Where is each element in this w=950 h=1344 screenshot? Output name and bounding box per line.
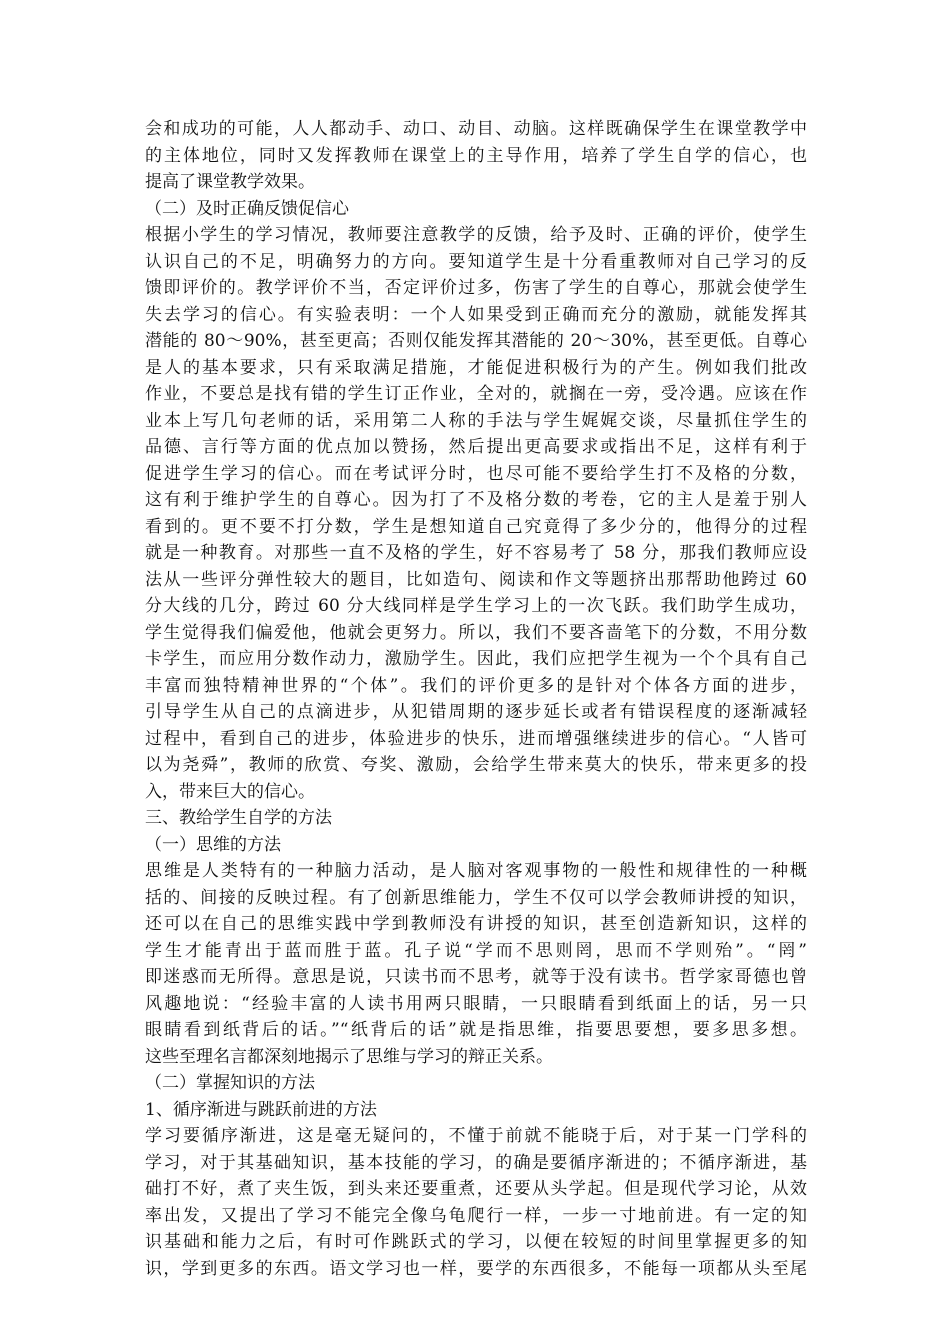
text-line: 风趣地说：“经验丰富的人读书用两只眼睛，一只眼睛看到纸面上的话，另一只 [145,993,807,1014]
text-line: 认识自己的不足，明确努力的方向。要知道学生是十分看重教师对自己学习的反 [145,251,807,272]
text-line: 品德、言行等方面的优点加以赞扬，然后提出更高要求或指出不足，这样有利于 [145,437,807,457]
text-line: 学习要循序渐进，这是毫无疑问的，不懂于前就不能晓于后，对于某一门学科的 [145,1126,807,1146]
text-line: 学习，对于其基础知识，基本技能的学习，的确是要循序渐进的；不循序渐进，基 [145,1152,807,1173]
text-line: 学生觉得我们偏爱他，他就会更努力。所以，我们不要吝啬笔下的分数，不用分数 [145,622,807,643]
text-line: （一）思维的方法 [145,834,281,855]
text-line: 三、教给学生自学的方法 [145,808,332,828]
text-line: 还可以在自己的思维实践中学到教师没有讲授的知识，甚至创造新知识，这样的 [145,914,807,934]
text-line: 提高了课堂教学效果。 [145,172,315,192]
text-line: 入，带来巨大的信心。 [145,781,315,802]
text-line: 根据小学生的学习情况，教师要注意教学的反馈，给予及时、正确的评价，使学生 [145,225,807,245]
text-line: 看到的。更不要不打分数，学生是想知道自己究竟得了多少分的，他得分的过程 [145,516,807,537]
text-line: 以为尧舜”，教师的欣赏、夸奖、激励，会给学生带来莫大的快乐，带来更多的投 [145,755,807,775]
text-line: 业本上写几句老师的话，采用第二人称的手法与学生娓娓交谈，尽量抓住学生的 [145,410,807,431]
text-line: 引导学生从自己的点滴进步，从犯错周期的逐步延长或者有错误程度的逐渐减轻 [145,702,807,722]
text-line: 识基础和能力之后，有时可作跳跃式的学习，以便在较短的时间里掌握更多的知 [145,1232,807,1252]
text-line: 的主体地位，同时又发挥教师在课堂上的主导作用，培养了学生自学的信心，也 [145,145,807,166]
text-line: 这些至理名言都深刻地揭示了思维与学习的辩正关系。 [145,1046,553,1067]
text-line: 促进学生学习的信心。而在考试评分时，也尽可能不要给学生打不及格的分数， [145,463,807,484]
text-line: 过程中，看到自己的进步，体验进步的快乐，进而增强继续进步的信心。“人皆可 [145,728,807,749]
text-line: 是人的基本要求，只有采取满足措施，才能促进积极行为的产生。例如我们批改 [145,357,807,378]
text-line: 眼睛看到纸背后的话。”“纸背后的话”就是指思维，指要思要想，要多思多想。 [145,1020,807,1040]
text-line: 础打不好，煮了夹生饭，到头来还要重煮，还要从头学起。但是现代学习论，从效 [145,1179,807,1199]
text-line: 分大线的几分，跨过 60 分大线同样是学生学习上的一次飞跃。我们助学生成功， [145,596,807,616]
text-line: 卡学生，而应用分数作动力，激励学生。因此，我们应把学生视为一个个具有自己 [145,649,807,669]
text-line: （二）及时正确反馈促信心 [145,198,349,219]
text-line: 潜能的 80～90%，甚至更高；否则仅能发挥其潜能的 20～30%，甚至更低。自尊心 [145,331,807,351]
text-line: （二）掌握知识的方法 [145,1073,315,1093]
text-line: 学生才能青出于蓝而胜于蓝。孔子说“学而不思则罔，思而不学则殆”。“罔” [145,940,807,961]
text-line: 识，学到更多的东西。语文学习也一样，要学的东西很多，不能每一项都从头至尾 [145,1258,807,1279]
text-line: 就是一种教育。对那些一直不及格的学生，好不容易考了 58 分，那我们教师应设 [145,543,807,563]
text-line: 思维是人类特有的一种脑力活动，是人脑对客观事物的一般性和规律性的一种概 [145,861,807,881]
text-line: 会和成功的可能，人人都动手、动口、动目、动脑。这样既确保学生在课堂教学中 [145,119,807,139]
text-line: 失去学习的信心。有实验表明：一个人如果受到正确而充分的激励，就能发挥其 [145,304,807,325]
text-line: 括的、间接的反映过程。有了创新思维能力，学生不仅可以学会教师讲授的知识， [145,887,807,908]
text-line: 即迷惑而无所得。意思是说，只读书而不思考，就等于没有读书。哲学家哥德也曾 [145,967,807,987]
text-line: 这有利于维护学生的自尊心。因为打了不及格分数的考卷，它的主人是羞于别人 [145,490,807,510]
text-line: 1、循序渐进与跳跃前进的方法 [145,1099,377,1120]
text-line: 法从一些评分弹性较大的题目，比如造句、阅读和作文等题挤出那帮助他跨过 60 [145,569,807,590]
body-text [145,116,807,1282]
text-line: 馈即评价的。教学评价不当，否定评价过多，伤害了学生的自尊心，那就会使学生 [145,278,807,298]
text-line: 率出发，又提出了学习不能完全像乌龟爬行一样，一步一寸地前进。有一定的知 [145,1205,807,1226]
text-line: 丰富而独特精神世界的“个体”。我们的评价更多的是针对个体各方面的进步， [145,675,807,696]
text-line: 作业，不要总是找有错的学生订正作业，全对的，就搁在一旁，受冷遇。应该在作 [145,384,807,404]
